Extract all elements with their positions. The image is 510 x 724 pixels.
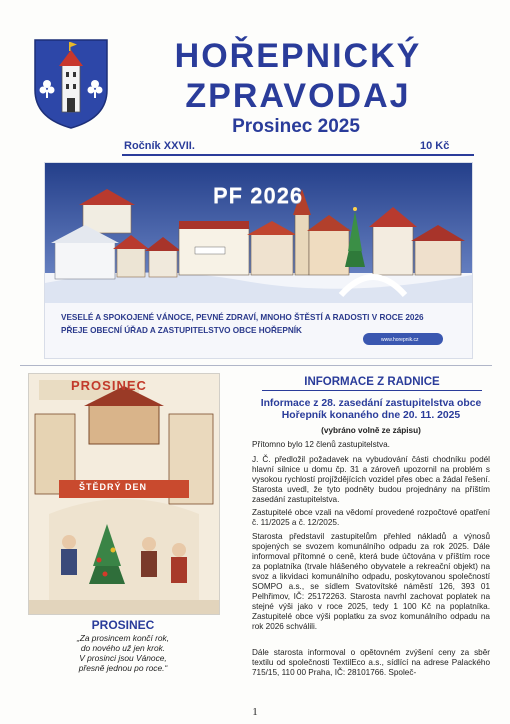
- article-title-line2: Hořepník konaného dne 20. 11. 2025: [281, 410, 461, 421]
- greeting-line1: VESELÉ A SPOKOJENÉ VÁNOCE, PEVNÉ ZDRAVÍ, MNOHO ŠTĚSTÍ A RADOSTI V ROCE 2026: [61, 313, 424, 322]
- poem-line: přesně jednou po roce.“: [78, 663, 168, 673]
- article-paragraph: Zastupitelé obce vzali na vědomí provedené rozpočtové opatření č. 11/2025 a č. 12/2025.: [252, 508, 490, 527]
- poem-line: do nového už jen krok.: [80, 643, 166, 653]
- section-heading-rule: [262, 390, 482, 391]
- article-paragraph: J. Č. předložil požadavek na vybudování části chodníku podél hlavní silnice u domu čp. 31 a zároveň upozornil na problém s vysokou rychlostí projíždějících vozidel přes obec a žádal řešení. Starosta uvedl, že tyto podněty budou projednány na příštím zasedání zastupitelstva.: [252, 455, 490, 504]
- december-illustration: [28, 373, 220, 615]
- december-caption-title: PROSINEC: [91, 618, 155, 632]
- article-paragraph: Starosta představil zastupitelům přehled nákladů a výnosů spojených se svozem komunálního odpadu za rok 2025. Dále informoval přítomné o ceně, která bude účtována v příštím roce za poplatníka (trvale hlášeného obyvatele a rekreační objekt) na svoz a likvidaci komunálního odpadu, poskytovanou společností SOMPO a.s., se sídlem Svatovítské náměstí 126, 393 01 Pelhřimov, IČ: 25172263. Starosta navrhl zachovat poplatek na stejné výši jako v roce 2025, tedy 1 100 Kč na poplatníka. Zastupitelé obce výši poplatku za svoz komunálního odpadu na rok 2026 schválili.: [252, 532, 490, 631]
- pf-banner: [44, 162, 473, 359]
- masthead-divider: [122, 154, 474, 156]
- page-number: 1: [252, 706, 258, 718]
- web-badge: www.horepnik.cz: [381, 337, 419, 343]
- price-label: 10 Kč: [420, 140, 450, 152]
- article-subtitle: (vybráno volně ze zápisu): [321, 426, 421, 435]
- poem-line: V prosinci jsou Vánoce,: [79, 653, 167, 663]
- volume-label: Ročník XXVII.: [124, 140, 195, 152]
- article-paragraph: Přítomno bylo 12 členů zastupitelstva.: [252, 440, 390, 449]
- poem-line: „Za prosincem končí rok,: [76, 633, 170, 643]
- issue-date: Prosinec 2025: [232, 116, 360, 137]
- poster-heading: PROSINEC: [71, 378, 147, 393]
- greeting-line2: PŘEJE OBECNÍ ÚŘAD A ZASTUPITELSTVO OBCE HOŘEPNÍK: [61, 326, 302, 335]
- section-heading: INFORMACE Z RADNICE: [304, 376, 440, 388]
- municipal-crest: [33, 38, 109, 130]
- article-title-line1: Informace z 28. zasedání zastupitelstva obce: [260, 398, 482, 409]
- section-divider: [20, 365, 492, 366]
- pf-heading: PF 2026: [213, 183, 304, 208]
- poster-banner-text: ŠTĚDRÝ DEN: [79, 482, 148, 492]
- newsletter-title-line1: HOŘEPNICKÝ: [174, 37, 422, 75]
- christmas-scene-picture: [29, 374, 219, 614]
- newsletter-title-line2: ZPRAVODAJ: [185, 77, 411, 115]
- article-paragraph: Dále starosta informoval o opětovném zvýšení ceny za sběr textilu od společnosti TextilEco a.s., sídlící na adrese Palackého 715/15, 110 00 Praha, IČ: 28101766. Společ-: [252, 648, 490, 677]
